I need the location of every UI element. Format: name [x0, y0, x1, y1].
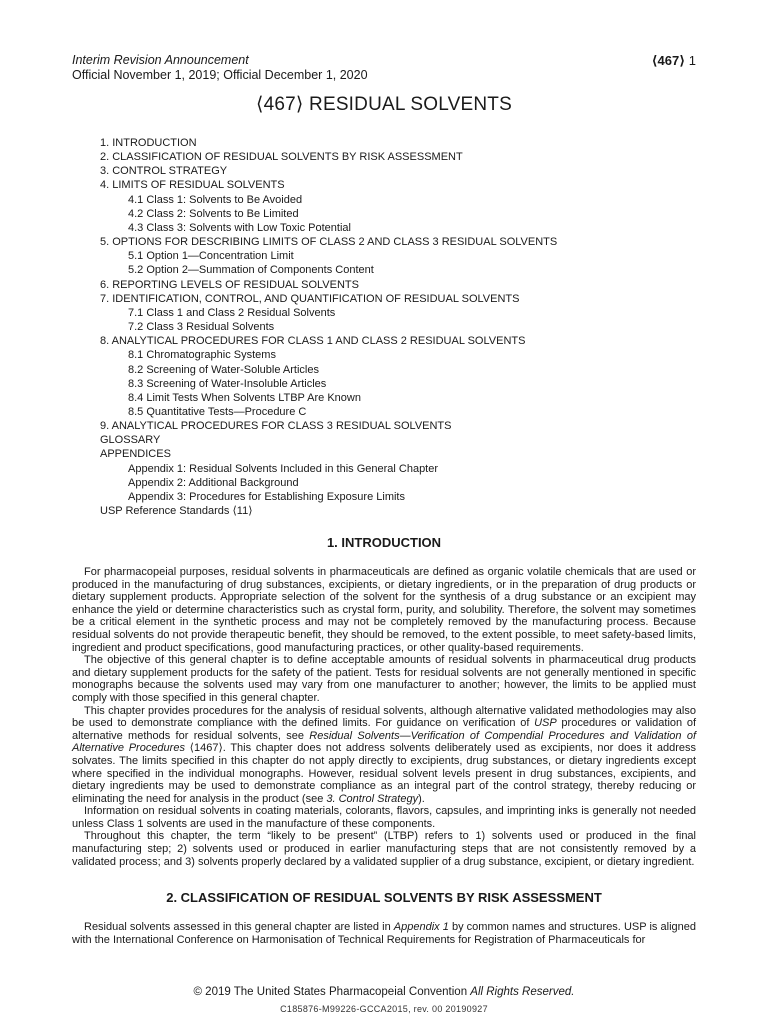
toc-item[interactable]: 8.3 Screening of Water-Insoluble Articles	[128, 377, 327, 390]
paragraph: The objective of this general chapter is to define acceptable amounts of residual solvents in pharmaceutical drug products and dietary supplement products for the safety of the patient. Tests for residual solvents are not generally mentioned in specific monographs because the solvents used may vary from one manufacturer to another; however, the limits to be applied must comply with those specified in this general chapter.	[72, 654, 696, 704]
copyright-text: © 2019 The United States Pharmacopeial Convention	[193, 986, 471, 998]
paragraph: This chapter provides procedures for the analysis of residual solvents, although alternative validated methodologies may also be used to demonstrate compliance with the defined limits. For guidance on verification of USP procedures or validation of alternative methods for residual solvents, see Residual Solvents—Verification of Compendial Procedures and Validation of Alternative Procedures ⟨1467⟩. This chapter does not address solvents deliberately used as excipients, nor does it address solvates. The limits specified in this chapter do not apply directly to excipients, drug substances, or dietary ingredients except where specified in the individual monographs. However, residual solvent levels present in drug substances, excipients, and dietary ingredients may be used to demonstrate compliance as an integral part of the control strategy, thereby reducing or eliminating the need for analysis in the product (see 3. Control Strategy).	[72, 704, 697, 805]
paragraph: For pharmacopeial purposes, residual solvents in pharmaceuticals are defined as organic volatile chemicals that are used or produced in the manufacturing of drug substances, excipients, or dietary ingredients, or in the preparation of drug products or dietary supplement products. Appropriate selection of the solvent for the synthesis of a drug substance or an excipient may enhance the yield or determine characteristics such as crystal form, purity, and solubility. Therefore, the solvent may sometimes be a critical element in the synthetic process and may not be completely removed by the manufacturing process. Because residual solvents do not provide therapeutic benefit, they should be removed, to the extent possible, to meet safety-based limits, ingredient and product specifications, good manufacturing practices, or other quality-based requirements.	[72, 566, 696, 654]
official-date-2: Official December 1, 2020	[223, 68, 368, 82]
toc-item[interactable]: 2. CLASSIFICATION OF RESIDUAL SOLVENTS BY RISK ASSESSMENT	[100, 151, 463, 164]
toc-item[interactable]: 8.2 Screening of Water-Soluble Articles	[128, 363, 319, 376]
toc-item[interactable]: 9. ANALYTICAL PROCEDURES FOR CLASS 3 RESIDUAL SOLVENTS	[100, 420, 452, 433]
toc-item[interactable]: 8. ANALYTICAL PROCEDURES FOR CLASS 1 AND CLASS 2 RESIDUAL SOLVENTS	[100, 335, 526, 348]
toc-item[interactable]: 4.2 Class 2: Solvents to Be Limited	[128, 207, 299, 220]
toc-item[interactable]: Appendix 1: Residual Solvents Included in this General Chapter	[128, 462, 439, 475]
toc-item[interactable]: 8.5 Quantitative Tests—Procedure C	[128, 405, 307, 418]
toc-item[interactable]: 4.1 Class 1: Solvents to Be Avoided	[128, 193, 303, 206]
rights-text: All Rights Reserved.	[470, 986, 575, 998]
toc-item[interactable]: 5. OPTIONS FOR DESCRIBING LIMITS OF CLASS 2 AND CLASS 3 RESIDUAL SOLVENTS	[100, 236, 558, 249]
cross-reference-link[interactable]: Appendix 1	[393, 921, 449, 933]
toc-item[interactable]: Appendix 2: Additional Background	[128, 476, 299, 489]
toc-item[interactable]: GLOSSARY	[100, 434, 161, 447]
section-heading-introduction: 1. INTRODUCTION	[326, 535, 442, 550]
toc-item[interactable]: 1. INTRODUCTION	[100, 137, 197, 149]
toc-item[interactable]: 3. CONTROL STRATEGY	[100, 165, 228, 178]
section-heading-classification: 2. CLASSIFICATION OF RESIDUAL SOLVENTS BY RISK ASSESSMENT	[166, 890, 602, 905]
paragraph: Information on residual solvents in coating materials, colorants, flavors, capsules, and imprinting inks is generally not needed unless Class 1 solvents are used in the manufacture of these components.	[72, 805, 696, 830]
introduction-text	[72, 566, 696, 868]
document-id: C185876-M99226-GCCA2015, rev. 00 20190927	[280, 1004, 488, 1014]
toc-item[interactable]: 7. IDENTIFICATION, CONTROL, AND QUANTIFICATION OF RESIDUAL SOLVENTS	[100, 292, 520, 305]
toc-item[interactable]: APPENDICES	[100, 448, 171, 461]
official-dates	[72, 68, 368, 83]
toc-item[interactable]: USP Reference Standards ⟨11⟩	[100, 505, 253, 518]
toc-item[interactable]: 4. LIMITS OF RESIDUAL SOLVENTS	[100, 179, 285, 192]
table-of-contents	[100, 136, 557, 518]
page-title: ⟨467⟩ RESIDUAL SOLVENTS	[256, 94, 512, 115]
toc-item[interactable]: 7.2 Class 3 Residual Solvents	[128, 321, 275, 334]
toc-item[interactable]: 6. REPORTING LEVELS OF RESIDUAL SOLVENTS	[100, 278, 359, 291]
paragraph: Throughout this chapter, the term “likely to be present” (LTBP) refers to 1) solvents used or produced in the final manufacturing step; 2) solvents used or produced in earlier manufacturing steps that are not consistently removed by a validated process; and 3) solvents properly declared by a validated supplier of a drug substance, excipient, or dietary ingredient.	[72, 830, 696, 868]
cross-reference-link[interactable]: Residual Solvents—Verification of Compendial Procedures and Validation of Alternative Procedures	[72, 729, 697, 755]
cross-reference-link[interactable]: 3. Control Strategy	[326, 792, 419, 805]
toc-item[interactable]: Appendix 3: Procedures for Establishing Exposure Limits	[128, 490, 405, 503]
chapter-number: ⟨467⟩	[651, 53, 686, 68]
page-index: 1	[685, 53, 696, 68]
official-date-1: Official November 1, 2019;	[72, 68, 224, 82]
toc-item[interactable]: 8.1 Chromatographic Systems	[128, 349, 276, 362]
toc-item[interactable]: 5.2 Option 2—Summation of Components Content	[128, 264, 374, 277]
classification-text	[72, 921, 696, 946]
page-header	[72, 53, 368, 83]
announcement-label: Interim Revision Announcement	[72, 53, 249, 67]
paragraph: Residual solvents assessed in this general chapter are listed in Appendix 1 by common names and structures. USP is aligned with the International Conference on Harmonisation of Technical Requirements for Registration of Pharmaceuticals for	[72, 921, 696, 946]
page-number	[652, 53, 696, 69]
toc-item[interactable]: 4.3 Class 3: Solvents with Low Toxic Potential	[128, 221, 351, 234]
toc-item[interactable]: 7.1 Class 1 and Class 2 Residual Solvents	[128, 306, 336, 319]
page-footer	[0, 986, 768, 998]
toc-item[interactable]: 5.1 Option 1—Concentration Limit	[128, 250, 294, 263]
toc-item[interactable]: 8.4 Limit Tests When Solvents LTBP Are Known	[128, 391, 361, 404]
